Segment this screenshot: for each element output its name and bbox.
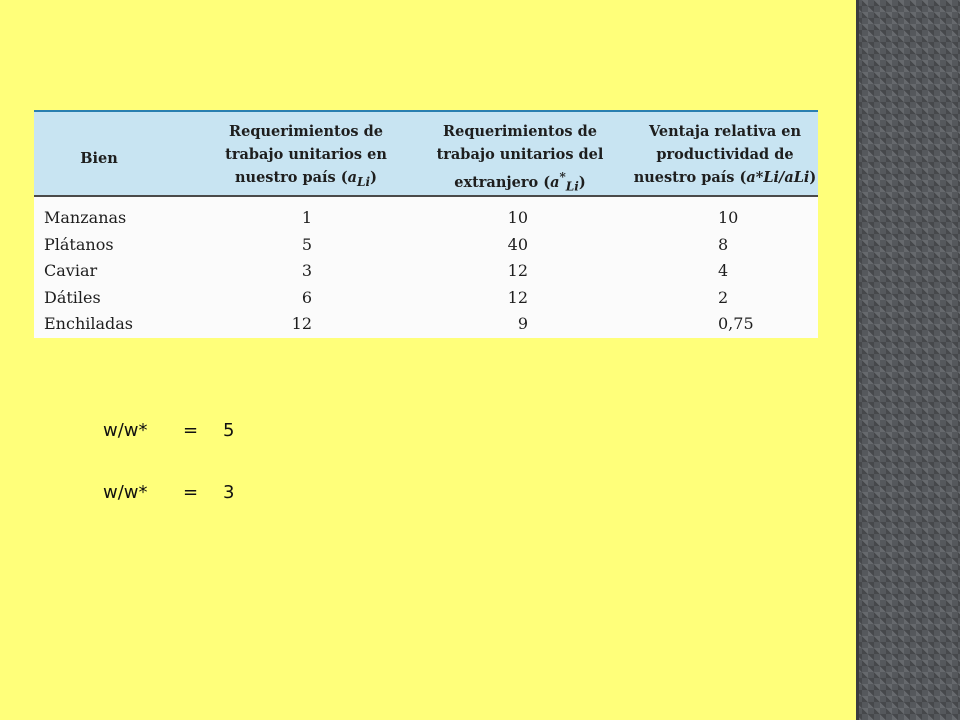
table-row <box>34 205 818 232</box>
cell-relativa: 10 <box>718 208 739 227</box>
cell-nacional: 12 <box>291 314 312 333</box>
cell-extranjero: 9 <box>517 314 528 333</box>
header-nacional <box>206 120 406 194</box>
table-body <box>34 205 818 338</box>
header-nacional-line-3-text: nuestro país ( <box>234 169 348 186</box>
cell-relativa: 2 <box>718 287 729 307</box>
header-extranjero-line-3-text: extranjero ( <box>454 173 551 191</box>
table-row <box>34 258 818 285</box>
header-relativa-line-2: productividad de <box>656 146 794 163</box>
table-header <box>34 110 818 197</box>
equation-lhs: w/w* <box>103 482 148 503</box>
equation-rhs: 3 <box>223 482 235 503</box>
table-row <box>34 232 818 259</box>
header-relativa-line-1: Ventaja relativa en <box>648 123 802 140</box>
cell-bien: Dátiles <box>44 287 101 307</box>
cell-extranjero: 12 <box>507 261 528 280</box>
cell-relativa: 0,75 <box>718 314 754 333</box>
header-nacional-symbol: a <box>347 169 358 186</box>
cell-bien: Manzanas <box>44 208 127 227</box>
header-bien: Bien <box>80 150 118 167</box>
table-row <box>34 285 818 312</box>
header-extranjero-superscript: * <box>559 170 566 184</box>
equation-operator: = <box>183 420 199 441</box>
labor-requirements-table <box>34 110 818 338</box>
cell-bien: Plátanos <box>44 234 114 254</box>
equation-operator: = <box>183 482 199 503</box>
table-row <box>34 311 818 338</box>
cell-nacional: 1 <box>301 208 312 227</box>
header-nacional-line-1: Requerimientos de <box>229 123 383 140</box>
equation-rhs: 5 <box>223 420 235 441</box>
cell-extranjero: 10 <box>507 208 528 227</box>
cell-bien: Caviar <box>44 261 98 280</box>
cell-extranjero: 12 <box>507 287 528 307</box>
header-nacional-line-2: trabajo unitarios en <box>225 146 387 163</box>
cell-relativa: 4 <box>718 261 729 280</box>
decorative-sidebar <box>856 0 960 720</box>
cell-extranjero: 40 <box>507 234 528 254</box>
header-nacional-line-3: nuestro país $(a_{Li})$ <box>234 169 378 189</box>
cell-nacional: 5 <box>301 234 312 254</box>
header-extranjero-line-1: Requerimientos de <box>443 123 597 140</box>
header-ventaja-relativa <box>630 120 820 189</box>
header-extranjero-subscript: Li <box>565 179 579 194</box>
header-relativa-expression: a*Li/aLi <box>746 169 810 186</box>
header-relativa-line-3: nuestro país (a*Li/aLi) <box>633 169 817 186</box>
header-extranjero-line-3: extranjero $(a^*_{Li})$ <box>454 170 586 194</box>
cell-nacional: 6 <box>301 287 312 307</box>
header-extranjero-symbol: a <box>550 173 560 191</box>
header-extranjero-line-2: trabajo unitarios del <box>436 146 604 163</box>
cell-relativa: 8 <box>718 234 729 254</box>
header-relativa-line-3-text: nuestro país ( <box>633 169 747 186</box>
cell-nacional: 3 <box>301 261 312 280</box>
cell-bien: Enchiladas <box>44 314 134 333</box>
equation-lhs: w/w* <box>103 420 148 441</box>
header-nacional-subscript: Li <box>357 174 371 189</box>
header-extranjero <box>420 120 620 199</box>
